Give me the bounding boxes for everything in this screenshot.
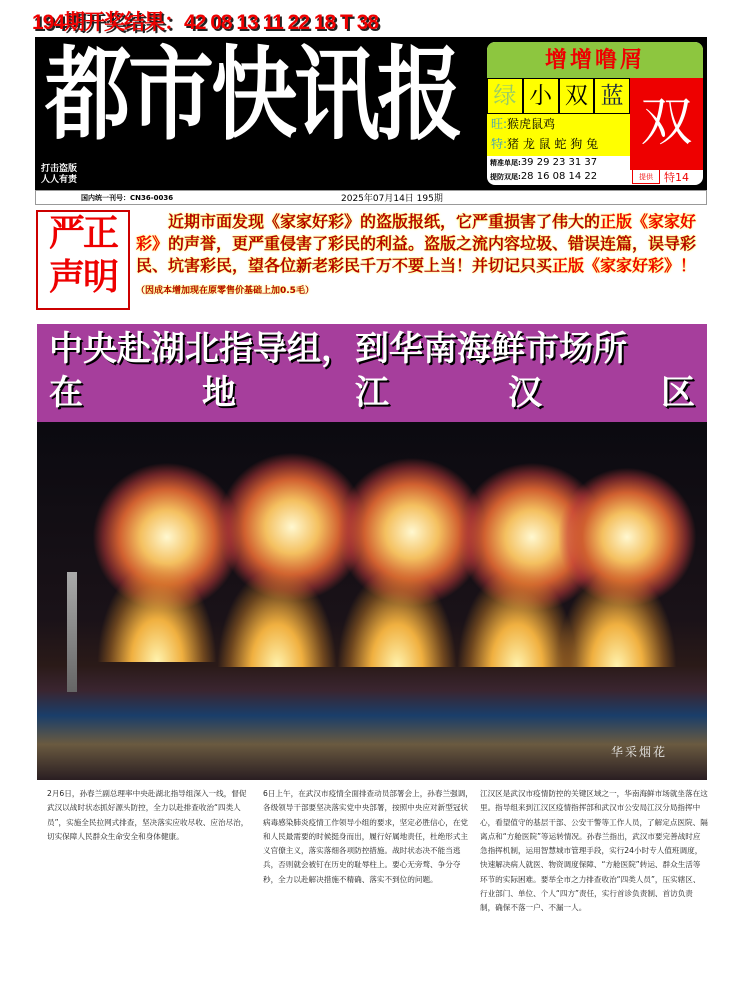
- notice-part: 近期市面发现《家家好彩》的盗版报纸，它严重损害了伟大的: [168, 212, 601, 231]
- zodiac-list: [487, 114, 630, 156]
- special-box: [630, 156, 703, 185]
- issue-date: 2025年07月14日 195期: [341, 194, 443, 204]
- date-bar: [35, 190, 707, 205]
- prediction-panel: [487, 42, 703, 185]
- double-label: 提防双尾:: [490, 173, 521, 181]
- headline-line: 中央赴湖北指导组，到华南海鲜市场所: [49, 329, 627, 369]
- firework-fan: [337, 567, 457, 667]
- firework-fan: [97, 562, 217, 662]
- cell-green: 绿: [487, 78, 523, 114]
- headline-char: 地: [202, 373, 236, 413]
- tower: [67, 572, 77, 692]
- slogan: [41, 164, 77, 186]
- zodiac-values: 猪 龙 鼠 蛇 狗 兔: [507, 137, 599, 151]
- headline-char: 汉: [508, 373, 542, 413]
- lottery-result-banner: 194期开奖结果：42 08 13 11 22 18 T 38: [32, 11, 379, 34]
- headline-line: [49, 371, 695, 415]
- cell-double: 双: [559, 78, 595, 114]
- notice-highlight: 正版《家家好彩》！: [552, 256, 697, 275]
- double-numbers: 28 16 08 14 22: [520, 171, 598, 182]
- article-column: 6日上午，在武汉市疫情全面排查动员部署会上，孙春兰强调，各级领导干部要坚决落实党中央部署，按照中央应对新型冠状病毒感染肺炎疫情工作领导小组的要求，坚定必胜信心，在党和人民最需要的时候挺身而出，履行好属地责任，杜绝形式主义官僚主义，落实落细各项防控措施。战时状态决不能当逃兵，否则就会被钉在历史的耻辱柱上。要心无旁骛、争分夺秒，全力以赴解决措施不精确、落实不到位的问题。: [263, 789, 473, 884]
- firework-fan: [557, 567, 677, 667]
- zodiac-values: 猴虎鼠鸡: [507, 117, 556, 131]
- big-prediction: 双: [630, 78, 703, 170]
- issue-box: 195期 提供: [632, 158, 660, 184]
- fireworks-photo: [37, 422, 707, 780]
- cell-small: 小: [523, 78, 559, 114]
- special-line: 特14: [664, 170, 689, 184]
- tail-numbers: [487, 156, 630, 185]
- zodiac-label: 旺:: [491, 117, 508, 131]
- single-label: 精准单尾:: [490, 159, 521, 167]
- special-line: 小双: [664, 157, 686, 171]
- slogan-line: 人人有责: [41, 175, 78, 185]
- slogan-line: 打击盗版: [41, 164, 78, 174]
- notice-highlight: 正版《家家好彩》: [136, 212, 697, 253]
- zodiac-label: 特:: [491, 137, 508, 151]
- headline-char: 区: [661, 373, 695, 413]
- headline: [37, 324, 707, 422]
- headline-char: 江: [355, 373, 389, 413]
- issn: 国内统一刊号：CN36-0036: [81, 194, 174, 202]
- cell-blue: 蓝: [594, 78, 630, 114]
- firework-fan: [217, 567, 337, 667]
- notice-note: （因成本增加现在原零售价基础上加0.5毛）: [136, 286, 314, 296]
- photo-caption: 华采烟花: [610, 745, 667, 759]
- newspaper-title: 都市快讯报: [45, 37, 460, 155]
- prediction-cells: [487, 78, 630, 114]
- panel-header: 增增噜屑: [487, 42, 703, 78]
- article-column: 江汉区是武汉市疫情防控的关键区域之一，华南海鲜市场就坐落在这里。指导组来到江汉区疫情指挥部和武汉市公安局江汉分局指挥中心，看望值守的基层干部、公安干警等工作人员，了解定点医院、隔离点和“方舱医院”等运转情况。孙春兰指出，武汉市要完善战时应急指挥机制，运用智慧城市管理手段，实行24小时专人值班调度，快速解决病人就医、物资调度保障、“方舱医院”转运、群众生活等环节的实际困难。要举全市之力排查收治“四类人员”，压实辖区、行业部门、单位、个人“四方”责任，实行首诊负责制、首访负责制，确保不落一户、不漏一人。: [480, 789, 708, 913]
- article-column: 2月6日，孙春兰副总理率中央赴湖北指导组深入一线，督促武汉以战时状态抓好源头防控，全力以赴排查收治“四类人员”，实施全民拉网式排查，坚决落实应收尽收、应治尽治，切实保障人民群众生命安全和身体健康。: [47, 789, 249, 841]
- notice-stamp: 严正声明: [36, 210, 130, 310]
- notice-part: 的声誉，更严重侵害了彩民的利益。盗版之流内容垃圾、错误连篇，误导彩民、坑害彩民，望各位新老彩民千万不要上当！并切记只买: [136, 234, 697, 275]
- single-numbers: 39 29 23 31 37: [520, 157, 598, 168]
- notice-text: [136, 211, 708, 302]
- masthead: [35, 37, 707, 190]
- headline-char: 在: [49, 373, 83, 413]
